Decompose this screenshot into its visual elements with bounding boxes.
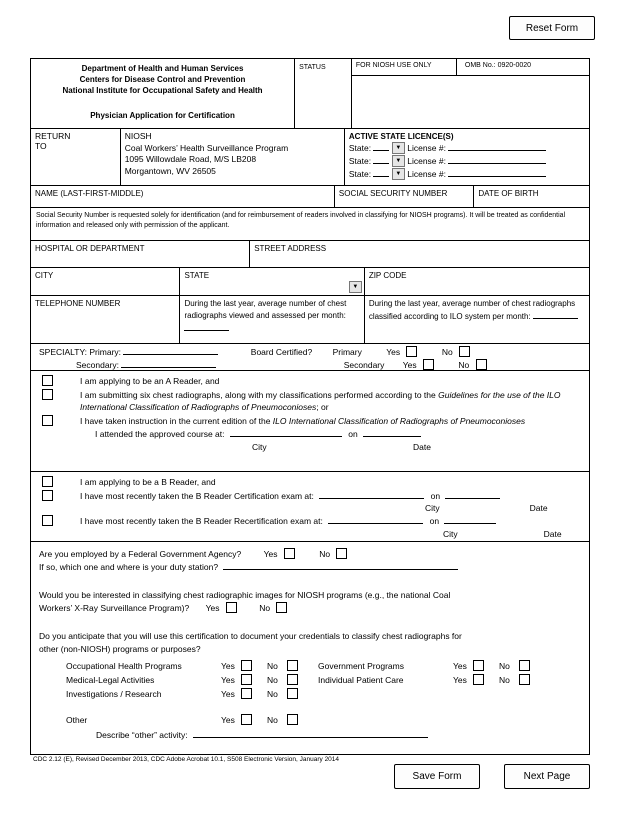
specialty-primary-label: SPECIALTY: Primary:	[39, 347, 122, 357]
a-reader-radiographs-text	[80, 389, 589, 414]
return-label-line: RETURN	[35, 131, 71, 141]
state-input[interactable]	[373, 168, 389, 177]
license-row	[349, 155, 585, 168]
programs-row	[66, 659, 581, 673]
patient-care-no-checkbox[interactable]	[519, 674, 530, 685]
b-reader-cert-checkbox[interactable]	[42, 490, 53, 501]
telephone-field[interactable]	[31, 296, 180, 343]
duty-station-line	[39, 561, 581, 574]
board-primary-yes-checkbox[interactable]	[406, 346, 417, 357]
street-label: STREET ADDRESS	[254, 244, 327, 253]
investigations-yes-checkbox[interactable]	[241, 688, 252, 699]
license-number-input[interactable]	[448, 142, 546, 151]
niosh-use-label: FOR NIOSH USE ONLY	[352, 59, 457, 75]
programs-row	[66, 673, 581, 687]
return-row	[31, 129, 589, 186]
state-label: State:	[348, 156, 372, 166]
a-reader-instruction-checkbox[interactable]	[42, 415, 53, 426]
federal-yes-checkbox[interactable]	[284, 548, 295, 559]
dropdown-arrow-icon: ▼	[395, 144, 402, 151]
a-reader-line1	[31, 375, 589, 388]
board-secondary-no-checkbox[interactable]	[476, 359, 487, 370]
ssn-label: SOCIAL SECURITY NUMBER	[338, 189, 448, 198]
a-reader-course-line	[95, 428, 589, 441]
yes-label: Yes	[402, 360, 417, 370]
other-row	[66, 713, 581, 727]
date-label: Date	[413, 442, 431, 452]
a-reader-apply-checkbox[interactable]	[42, 375, 53, 386]
form-title: Physician Application for Certification	[90, 111, 235, 120]
board-primary-label: Primary	[332, 347, 362, 357]
address-line: NIOSH	[124, 131, 152, 141]
questions-section	[31, 542, 589, 754]
b-recert-label: I have most recently taken the B Reader Recertification exam at:	[80, 516, 323, 526]
a-reader-instruction-text-italic: ILO International Classification of Radiographs of Pneumoconioses	[272, 415, 526, 426]
federal-question-line	[39, 548, 581, 561]
yes-label: Yes	[221, 661, 235, 671]
on-label: on	[430, 490, 441, 501]
medical-legal-yes-checkbox[interactable]	[241, 674, 252, 685]
board-secondary-yes-checkbox[interactable]	[423, 359, 434, 370]
dob-label: DATE OF BIRTH	[478, 189, 539, 198]
b-reader-cert-text	[80, 490, 589, 515]
niosh-interest-question: Workers’ X-Ray Surveillance Program)?	[39, 603, 190, 613]
no-label: No	[499, 675, 510, 685]
describe-other-input[interactable]	[193, 729, 428, 738]
license-number-input[interactable]	[448, 155, 546, 164]
ssn-note: Social Security Number is requested solely for identification (and for reimbursement of readers involved in classifying for NIOSH programs). It will be treated as confidential information and released only with permission of the applicant.	[36, 212, 566, 229]
niosh-address	[121, 129, 345, 185]
city-label: City	[443, 528, 458, 539]
yes-label: Yes	[221, 675, 235, 685]
board-secondary-label: Secondary	[343, 360, 385, 370]
b-reader-cert-line	[31, 490, 589, 515]
application-form	[30, 58, 590, 755]
federal-no-checkbox[interactable]	[336, 548, 347, 559]
agency-header	[31, 59, 295, 128]
occupational-yes-checkbox[interactable]	[241, 660, 252, 671]
license-label: License #:	[407, 143, 446, 153]
hospital-row	[31, 241, 589, 268]
specialty-cell	[31, 344, 589, 370]
address-line: Morgantown, WV 26505	[124, 165, 216, 176]
program-label: Government Programs	[318, 661, 404, 671]
b-reader-recert-text	[80, 515, 589, 540]
a-reader-citydate-labels	[31, 441, 589, 453]
government-no-checkbox[interactable]	[519, 660, 530, 671]
next-page-button[interactable]: Next Page	[504, 764, 590, 789]
licenses-title: ACTIVE STATE LICENCE(S)	[348, 132, 454, 141]
no-label: No	[267, 661, 278, 671]
describe-other-label: Describe “other” activity:	[96, 730, 188, 740]
specialty-primary-line	[39, 346, 581, 359]
a-reader-line2	[31, 389, 589, 414]
license-label: License #:	[407, 169, 446, 179]
niosh-use-area	[352, 76, 589, 128]
no-label: No	[259, 603, 271, 613]
state-field[interactable]	[180, 268, 364, 295]
radiographs-ilo-input[interactable]	[533, 310, 578, 319]
city-label: CITY	[35, 271, 54, 280]
header-row	[31, 59, 589, 129]
a-reader-line3	[31, 415, 589, 428]
state-dropdown[interactable]	[392, 168, 405, 180]
ssn-note-row	[31, 208, 589, 241]
describe-other-line	[96, 729, 581, 742]
status-label: STATUS	[299, 64, 326, 71]
state-dropdown[interactable]	[392, 142, 405, 154]
hospital-label: HOSPITAL OR DEPARTMENT	[35, 244, 145, 253]
government-yes-checkbox[interactable]	[473, 660, 484, 671]
dropdown-arrow-icon: ▼	[395, 157, 402, 164]
on-label: on	[348, 429, 358, 439]
name-row	[31, 186, 589, 208]
status-field[interactable]	[295, 59, 352, 128]
b-cert-citydate-labels	[80, 502, 583, 514]
state-dropdown[interactable]	[349, 281, 362, 293]
b-cert-label: I have most recently taken the B Reader Certification exam at:	[80, 490, 314, 501]
license-label: License #:	[407, 156, 446, 166]
b-reader-line1	[31, 476, 589, 489]
b-cert-city-input[interactable]	[319, 490, 424, 499]
other-yes-checkbox[interactable]	[241, 714, 252, 725]
programs-row	[66, 687, 581, 701]
occupational-no-checkbox[interactable]	[287, 660, 298, 671]
a-reader-section	[31, 371, 589, 472]
city-label: City	[425, 503, 440, 513]
other-label: Other	[66, 715, 88, 725]
board-primary-no-checkbox[interactable]	[459, 346, 470, 357]
program-label: Investigations / Research	[66, 689, 162, 699]
state-label: State:	[348, 143, 372, 153]
b-reader-recert-checkbox[interactable]	[42, 515, 53, 526]
omb-label: OMB No.: 0920-0020	[464, 62, 532, 69]
niosh-interest-line2	[39, 602, 581, 615]
no-label: No	[441, 347, 453, 357]
a-reader-radiographs-text-italic: Guidelines for the use of the ILO International Classification of Radiographs of Pneumoconioses	[80, 389, 561, 412]
specialty-secondary-input[interactable]	[121, 359, 216, 368]
medical-legal-no-checkbox[interactable]	[287, 674, 298, 685]
radiographs-viewed-input[interactable]	[184, 322, 229, 331]
reset-form-button[interactable]: Reset Form	[509, 16, 595, 40]
a-reader-radiographs-text-regular: I am submitting six chest radiographs, along with my classifications performed according to the	[80, 389, 439, 400]
a-reader-instruction-text-regular: I have taken instruction in the current edition of the	[80, 415, 273, 426]
niosh-use-header	[352, 59, 589, 76]
license-row	[349, 142, 585, 155]
duty-station-input[interactable]	[223, 561, 458, 570]
program-label: Occupational Health Programs	[66, 661, 182, 671]
yes-label: Yes	[453, 675, 467, 685]
date-label: Date	[529, 503, 548, 513]
no-label: No	[267, 689, 278, 699]
b-reader-apply-text: I am applying to be a B Reader, and	[80, 477, 216, 487]
name-label: NAME (LAST-FIRST-MIDDLE)	[35, 189, 144, 198]
form-version-text: CDC 2.12 (E), Revised December 2013, CDC Adobe Acrobat 10.1, S508 Electronic Version, January 2014	[33, 756, 340, 763]
license-row	[349, 168, 585, 181]
yes-label: Yes	[386, 347, 401, 357]
investigations-no-checkbox[interactable]	[287, 688, 298, 699]
state-input[interactable]	[373, 142, 389, 151]
city-row	[31, 268, 589, 296]
b-reader-section	[31, 472, 589, 542]
radiographs-ilo-cell	[365, 296, 589, 343]
program-label: Individual Patient Care	[318, 675, 404, 685]
street-field[interactable]	[250, 241, 589, 267]
radiographs-viewed-cell	[180, 296, 364, 343]
b-recert-date-input[interactable]	[444, 515, 496, 524]
course-city-input[interactable]	[230, 428, 342, 437]
patient-care-yes-checkbox[interactable]	[473, 674, 484, 685]
no-label: No	[267, 675, 278, 685]
no-label: No	[499, 661, 510, 671]
federal-question: Are you employed by a Federal Government Agency?	[39, 549, 242, 559]
b-recert-city-input[interactable]	[328, 515, 423, 524]
niosh-use-section	[352, 59, 589, 128]
agency-line: National Institute for Occupational Safety and Health	[62, 86, 263, 95]
program-label: Medical-Legal Activities	[66, 675, 155, 685]
anticipate-line1: Do you anticipate that you will use this certification to document your credentials to classify chest radiographs for	[39, 631, 462, 641]
agency-line: Department of Health and Human Services	[81, 64, 244, 73]
radiographs-viewed-text: During the last year, average number of chest radiographs viewed and assessed per month:	[184, 299, 347, 320]
niosh-interest-no-checkbox[interactable]	[276, 602, 287, 613]
specialty-secondary-line	[39, 359, 581, 372]
state-label: State:	[348, 169, 372, 179]
no-label: No	[267, 715, 278, 725]
board-certified-label: Board Certified?	[250, 347, 313, 357]
specialty-row	[31, 344, 589, 371]
anticipate-line2: other (non-NIOSH) programs or purposes?	[39, 644, 201, 654]
address-line: 1095 Willowdale Road, M/S LB208	[124, 154, 257, 164]
licenses-cell	[345, 129, 589, 185]
no-label: No	[319, 549, 331, 559]
a-reader-radiographs-text-suffix: ; or	[316, 402, 329, 412]
specialty-secondary-label: Secondary:	[76, 360, 119, 370]
state-input[interactable]	[373, 155, 389, 164]
state-label: STATE	[184, 271, 210, 280]
city-field[interactable]	[31, 268, 180, 295]
hospital-field[interactable]	[31, 241, 250, 267]
name-field[interactable]	[31, 186, 335, 207]
specialty-primary-input[interactable]	[123, 346, 218, 355]
ssn-field[interactable]	[335, 186, 475, 207]
b-reader-recert-line	[31, 515, 589, 540]
b-reader-apply-checkbox[interactable]	[42, 476, 53, 487]
duty-station-label: If so, which one and where is your duty station?	[39, 562, 219, 572]
yes-label: Yes	[263, 549, 278, 559]
other-no-checkbox[interactable]	[287, 714, 298, 725]
yes-label: Yes	[221, 715, 235, 725]
radiographs-ilo-text: During the last year, average number of chest radiographs classified according to ILO system per month:	[368, 299, 576, 321]
on-label: on	[429, 516, 440, 526]
telephone-label: TELEPHONE NUMBER	[35, 299, 121, 308]
dob-field[interactable]	[474, 186, 589, 207]
niosh-interest-line1: Would you be interested in classifying chest radiographic images for NIOSH programs (e.g., the national Coal	[39, 590, 451, 600]
date-label: Date	[543, 528, 562, 539]
address-line: Coal Workers’ Health Surveillance Program	[124, 142, 289, 153]
state-dropdown[interactable]	[392, 155, 405, 167]
zip-label: ZIP CODE	[368, 271, 407, 280]
b-cert-date-input[interactable]	[445, 490, 500, 499]
course-date-input[interactable]	[363, 428, 421, 437]
return-label-line: TO	[35, 141, 47, 151]
agency-line: Centers for Disease Control and Prevention	[79, 75, 246, 84]
return-to-cell	[31, 129, 121, 185]
niosh-interest-yes-checkbox[interactable]	[226, 602, 237, 613]
save-form-button[interactable]: Save Form	[394, 764, 480, 789]
yes-label: Yes	[453, 661, 467, 671]
city-label: City	[252, 442, 267, 452]
dropdown-arrow-icon: ▼	[395, 170, 402, 177]
telephone-row	[31, 296, 589, 344]
a-reader-radiographs-checkbox[interactable]	[42, 389, 53, 400]
license-number-input[interactable]	[448, 168, 546, 177]
a-reader-apply-text: I am applying to be an A Reader, and	[80, 376, 220, 386]
zip-field[interactable]	[365, 268, 589, 295]
yes-label: Yes	[205, 603, 220, 613]
attended-course-label: I attended the approved course at:	[95, 429, 225, 439]
b-recert-citydate-labels	[80, 528, 583, 540]
a-reader-instruction-text	[80, 415, 589, 428]
dropdown-arrow-icon: ▼	[352, 284, 359, 290]
yes-label: Yes	[221, 689, 235, 699]
no-label: No	[458, 360, 470, 370]
